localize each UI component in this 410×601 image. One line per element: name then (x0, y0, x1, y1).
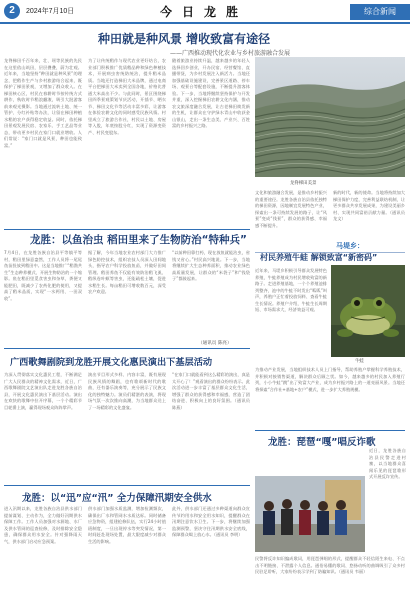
terraced-fields-image (255, 57, 405, 177)
article-2-column-1: 7月4日，在龙胜各族自治县平等镇平等村，稻田里绿意盎然，工作人员将一尾尾鱼苗投放到稻田中。这是当地推广“稻渔共生”生态种养模式、开展生物防治的一个缩影。鱼在稻田里觅食害虫和杂草，粪便又能肥田，既减少了农药化肥的使用，又提高了稻米品质，实现“一水两用、一田双收”。 (4, 250, 82, 301)
article-6-title (268, 434, 376, 448)
article-3-kicker: 马堤乡： (336, 242, 364, 250)
divider (255, 430, 405, 431)
article-3-column-1: 近年来，马堤乡积极引导群众发展特色养殖，牛蛙养殖成为村民增收致富的新路子。走进养殖基地，一个个养殖池排列整齐，池中的牛蛙不时发出“呱呱”叫声，养殖户正忙着投放饲料、查看牛蛙生长情况。养殖户介绍，牛蛙生长周期短、市场需求大，经济效益可观。 (255, 268, 327, 312)
section-tag: 综合新闻 (350, 4, 410, 20)
article-2-column-2: 据了解，今年当地农业农村部门大力推广绿色防控技术，组织农技人员深入田间地头，指导农户科学投放鱼苗，并做好田间管理。稻田养鱼不仅能有效防治稻飞虱、稻纵卷叶螟等害虫，还能疏松土壤，促进水稻生长。每亩稻田可增收数百元，深受农户欢迎。 (88, 250, 166, 294)
article-5-column-3: 此外，供水部门还通过多种渠道向群众宣传节约用水和安全用水知识，提醒群众在汛期注意饮水卫生。下一步，将继续加强监测预警，坚决守住汛期供水安全底线，保障群众喝上放心水。（通讯员 李明） (172, 506, 250, 537)
article-2-headline: 以鱼治虫 稻田里来了生物防治“特种兵” (61, 234, 247, 246)
divider (4, 229, 250, 230)
article-1-subtitle: ——广西推动现代化农业与乡村旅游融合发展 (170, 50, 291, 57)
article-1-column-4: 文化和旅游融合发展，是推动乡村振兴的重要途径。龙胜各族自治县依托独特的梯田资源，因地制宜发展特色产业，探索出一条可持续发展的路子，让“风景”变成“钱景”，群众的获得感、幸福感不断提升。 (255, 190, 327, 228)
article-4-column-2: 演出节目形式多样、内容丰富，既有展现民族风情的舞蹈，也有歌颂新时代的歌曲，还有器乐演奏等，充分展示了民族文化的独特魅力。演员们精湛的表演，将现场气氛一次次推向高潮，为当地群众送上了一场精彩的文化盛宴。 (88, 372, 166, 410)
article-3-photo-caption: 牛蛙 (355, 359, 364, 364)
article-6-column-2: 民警将反诈知识编成歌词，用琵琶弹唱的形式，提醒群众不轻信陌生来电、不点击不明链接、不泄露个人信息。通俗易懂的歌词、悠扬动听的曲调吸引了众多村民驻足聆听，大家纷纷表示学到了防骗知识。（通讯员 韦丽） (255, 556, 405, 574)
article-2-byline: （通讯员 陈亮） (198, 341, 232, 346)
page-number: 2 (4, 3, 20, 19)
divider (4, 485, 250, 486)
article-3-column-2: 为推动产业发展，当地组织技术人员上门指导，帮助养殖户掌握科学养殖技术，并积极对接销售渠道，解决群众后顾之忧。如今，越来越多的村民加入养殖行列，小小牛蛙“跳”出了致富大产业，成为乡村振兴路上的一道亮丽风景。当地还将探索“合作社+基地+农户”模式，进一步扩大养殖规模。 (255, 367, 405, 392)
article-5-headline: 以“迅”应“汛” 全力保障汛期安全供水 (50, 493, 212, 504)
article-4-column-1: 为深入贯彻落实文化惠民工程，不断满足广大人民群众的精神文化需求，近日，广西歌舞剧院文艺演出队走进龙胜各族自治县，开展文化惠民演出下基层活动。演出在欢快的歌舞中拉开序幕，一个个精彩节目轮番上演，赢得现场观众阵阵掌声。 (4, 372, 82, 410)
article-6-photo (255, 476, 365, 552)
article-5-title (22, 490, 212, 504)
page-header (0, 0, 410, 24)
article-2-kicker: 龙胜： (30, 234, 62, 246)
article-1-photo-caption: 龙脊梯田美景 (290, 181, 317, 186)
masthead: 今日龙胜 (160, 5, 249, 19)
article-5-column-1: 进入汛期以来，龙胜各族自治县供水部门提前谋划、主动作为，全力做好汛期供水保障工作。工作人员加强对水源地、水厂及供水管网的巡查检修，及时排除安全隐患，确保群众用水安全。针对强降雨天气，供水部门启动应急预案。 (4, 506, 82, 544)
article-5-kicker: 龙胜： (22, 493, 51, 504)
article-1-column-3: 随着旅游业持续升温，越来越多的年轻人选择回乡创业，开办民宿、经营餐馆、直播带货，为乡村发展注入新活力。当地还加强基础设施建设，完善景区道路、停车场、观景台等配套设施，不断提升游客体验。下一步，当地将继续坚持保护与开发并重，深入挖掘梯田农耕文化内涵，推动农文旅深度融合发展，让古老梯田焕发新的生机，让群众在守护绿水青山中收获金山银山，走出一条生态美、产业兴、百姓富的乡村振兴之路。 (172, 58, 250, 128)
article-2-title (30, 232, 247, 247)
issue-date: 2024年7月10日 (26, 8, 75, 15)
article-6-column-1: 近日，龙胜各族自治县民警走进村寨，以当地群众喜闻乐见的琵琶歌形式开展反诈宣传。 (369, 448, 406, 479)
article-6-headline: 琵琶“嘎”唱反诈歌 (296, 437, 376, 448)
article-1-column-1: 龙脊梯田千百年来，壮、瑶等民族的先民在这里依山筑田，层层叠叠，蔚为壮观。近年来，当地坚持“种田就是种风景”的理念，把稻作生产与乡村旅游结合起来，既保护了梯田景观，又增加了群众收入。在梯田核心区，村民在春耕时节按传统方式耕作，秋收时节稻浪翻滚，吸引大批游客前来观光摄影。当地通过流转土地、统一管护、分红补贴等办法，让留在梯田种植水稻的农户获得稳定收益。同时，依托梯田景观发展民宿、农家乐、手工艺品等业态，带动更多村民在家门口就业增收。人们常说：“家门口就是风景，种田也能致富。” (4, 58, 82, 148)
article-3-photo (331, 265, 405, 357)
article-3-title: 村民养殖牛蛙 解锁致富“新密码” (260, 253, 378, 262)
article-1-column-5: 新的时代，新的使命。当地将持续加大梯田保护力度，完善利益联结机制，让更多群众共享发展成果，为建设美丽乡村、实现共同富裕贡献力量。（通讯员 龙文） (333, 190, 405, 221)
article-6-kicker: 龙胜： (268, 437, 297, 448)
article-2-column-3: “以前种田靠打药，现在放鱼就能治虫，省钱又省心。”村民高兴地说。下一步，当地将继续扩大生态种养面积，推动农业绿色高质量发展，让群众的“米袋子”和“钱袋子”都鼓起来。 (172, 250, 250, 281)
divider (4, 348, 250, 349)
article-1-column-2: 为了让传统稻作与现代农业更好结合，农业部门积极推广优质稻品种和绿色种植技术，开展病虫害统防统治，提升稻米品质。当地还打造梯田大米品牌，通过电商平台把梯田大米卖到全国各地，价格比普通大米高出不少。与此同时，景区围绕梯田四季景观策划节庆活动，开插节、晒衣节、梯田文化节等活动丰富多彩，让游客在体验农耕文化的同时感受民族风情。村里成立了旅游合作社，村民以土地、房屋等入股，年底按股分红，实现了资源变资产、村民变股东。 (88, 58, 166, 135)
article-5-column-2: 供水部门加强水质监测，增加检测频次，确保出厂水和管网水水质达标。同时储备应急物资，组建抢修队伍，实行24小时值班制度，一旦出现停水等突发情况，第一时间赶赴现场处置，最大限度减少对群众生活的影响。 (88, 506, 166, 544)
article-1-title: 种田就是种风景 增收致富有途径 (98, 32, 271, 46)
article-4-title: 广西歌舞剧院到龙胜开展文化惠民演出下基层活动 (10, 357, 213, 368)
bullfrog-image (331, 265, 405, 357)
article-4-column-3: “在家门口就能看到这么精彩的演出，真是太开心了！”观看演出的群众纷纷表示。此次活动进一步丰富了基层群众文化生活，增强了群众的获得感和幸福感，营造了团结奋进、积极向上的良好氛围。（通讯员 陈燕） (172, 372, 250, 410)
performers-image (255, 476, 365, 552)
article-1-photo (255, 57, 405, 177)
